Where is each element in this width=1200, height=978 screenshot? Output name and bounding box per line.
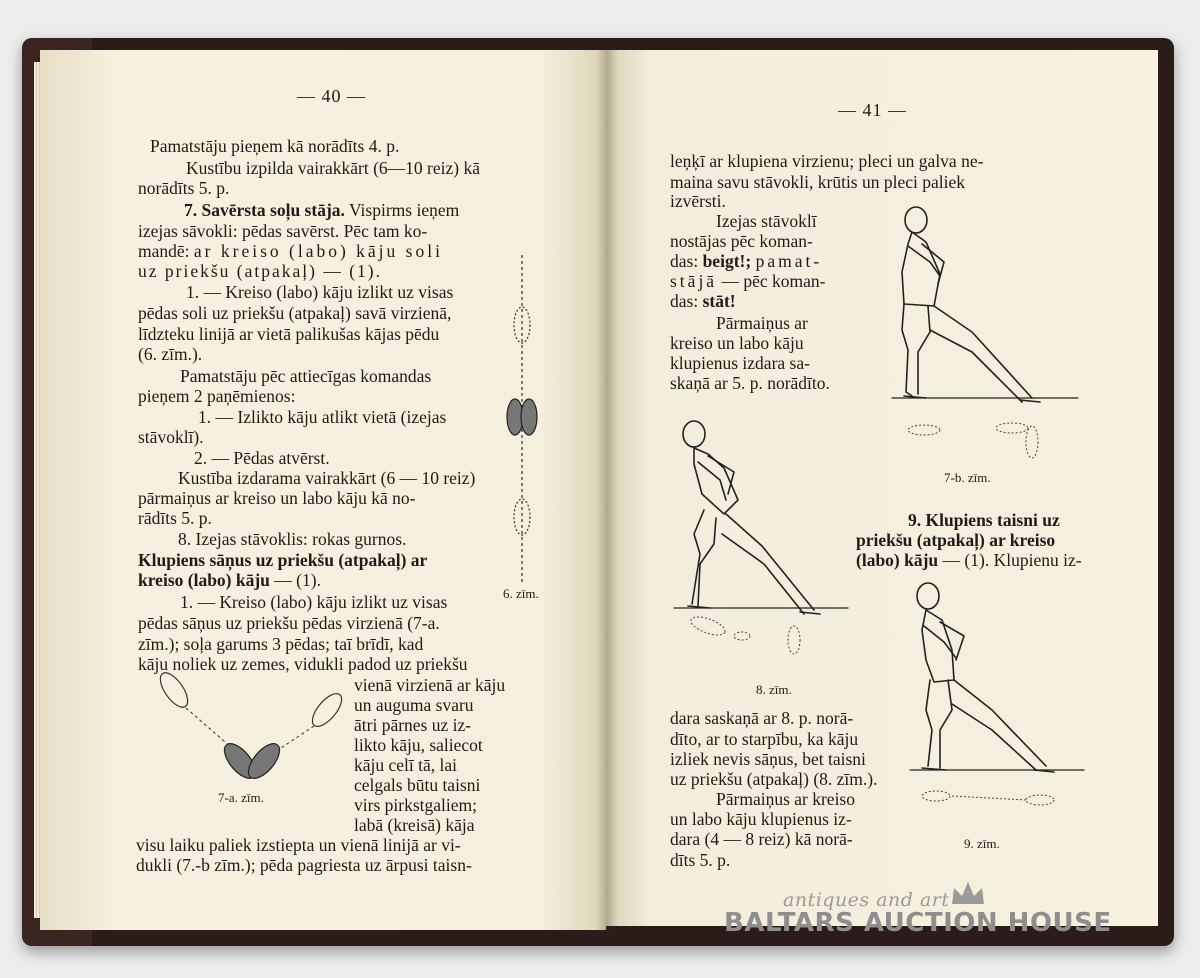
figure-caption: 6. zīm. [503, 586, 539, 601]
text-fragment: — (1). [269, 570, 321, 590]
text-line: 1. — Kreiso (labo) kāju izlikt uz visas [180, 592, 448, 612]
spaced-word: stājā [670, 271, 718, 291]
text-line: dara (4 — 8 reiz) kā norā- [670, 829, 853, 849]
command-word: beigt! [702, 251, 746, 271]
text-line: stāvoklī). [138, 427, 204, 447]
text-line: dīto, ar to starpību, ka kāju [670, 729, 859, 749]
text-line: līdzteku linijā ar vietā palikušas kājas pēdu [138, 324, 440, 344]
text-line: priekšu (atpakaļ) ar kreiso [856, 530, 1056, 550]
text-fragment: das: [670, 251, 703, 271]
text-line: dukli (7.-b zīm.); pēda pagriesta uz ārpusi taisn- [136, 855, 472, 875]
command-word: stāt! [702, 291, 736, 311]
text-line: dīts 5. p. [670, 850, 731, 870]
text-line: pieņem 2 paņēmienos: [138, 386, 296, 406]
text-line: Kustība izdarama vairakkārt (6 — 10 reiz) [178, 468, 476, 488]
text-line: Kustību izpilda vairakkārt (6—10 reiz) kā [186, 158, 480, 178]
text-line: izliek nevis sāņus, bet taisni [670, 749, 866, 769]
right-page [606, 50, 1158, 926]
text-line: vienā virzienā ar kāju [354, 675, 506, 695]
text-line: dara saskaņā ar 8. p. norā- [670, 708, 854, 728]
figure-caption: 7-a. zīm. [218, 790, 264, 805]
text-line [670, 271, 825, 291]
text-line: norādīts 5. p. [138, 178, 230, 198]
figure-caption: 8. zīm. [756, 682, 792, 697]
text-line: ātri pārnes uz iz- [354, 715, 472, 735]
figure-7b-lunge-drawing [882, 202, 1082, 462]
text-line: kāju celī tā, lai [354, 755, 458, 775]
page-number: — 40 — [297, 86, 366, 106]
figure-9-lunge-drawing [896, 580, 1096, 820]
text-line: virs pirkstgaliem; [354, 795, 477, 815]
text-line: labā (kreisā) kāja [354, 815, 475, 835]
text-fragment: — pēc koman- [717, 271, 826, 291]
text-line: pēdas soli uz priekšu (atpakaļ) savā virzienā, [138, 303, 452, 323]
left-page [40, 50, 606, 930]
figure-7a-footprints [152, 666, 352, 786]
section-heading: 9. Klupiens taisni uz [908, 510, 1060, 530]
text-line: celgals būtu taisni [354, 775, 481, 795]
text-line: visu laiku paliek izstiepta un vienā linijā ar vi- [136, 835, 461, 855]
text-line: leņķī ar klupiena virzienu; pleci un galva ne- [670, 151, 984, 171]
text-line [670, 291, 736, 311]
text-line: 8. Izejas stāvoklis: rokas gurnos. [178, 529, 407, 549]
text-line: Klupiens sāņus uz priekšu (atpakaļ) ar [138, 550, 428, 570]
section-heading: 7. Savērsta soļu stāja. [184, 200, 345, 220]
text-line: uz priekšu (atpakaļ) (8. zīm.). [670, 769, 878, 789]
text-line [138, 570, 321, 590]
figure-8-lunge-drawing [664, 414, 864, 674]
text-line: likto kāju, saliecot [354, 735, 483, 755]
text-fragment: ; [745, 251, 756, 271]
text-line [184, 200, 459, 220]
text-line [670, 251, 822, 271]
text-fragment: mandē: [138, 241, 194, 261]
text-line: skaņā ar 5. p. norādīto. [670, 373, 830, 393]
text-line [138, 241, 443, 261]
text-line: nostājas pēc koman- [670, 231, 813, 251]
text-line: (6. zīm.). [138, 344, 203, 364]
text-line: izejas sāvokli: pēdas savērst. Pēc tam ko- [138, 221, 428, 241]
text-line: zīm.); soļa garums 3 pēdas; taī brīdī, kad [138, 634, 424, 654]
text-line: kreiso un labo kāju [670, 333, 804, 353]
figure-caption: 7-b. zīm. [944, 470, 991, 485]
text-line: 1. — Izlikto kāju atlikt vietā (izejas [198, 407, 447, 427]
text-line: Izejas stāvoklī [716, 211, 817, 231]
text-line: rādīts 5. p. [138, 508, 212, 528]
text-line: Pamatstāju pēc attiecīgas komandas [180, 366, 432, 386]
spaced-command: ar kreiso (labo) kāju soli [193, 241, 443, 261]
text-line: Pamatstāju pieņem kā norādīts 4. p. [150, 136, 400, 156]
text-line [856, 550, 1082, 570]
text-line: un labo kāju klupienus iz- [670, 809, 852, 829]
watermark-tagline: antiques and art [783, 889, 950, 911]
text-fragment: Vispirms ieņem [344, 200, 460, 220]
text-fragment: (labo) kāju [856, 550, 939, 570]
figure-caption: 9. zīm. [964, 836, 1000, 851]
book-gutter [596, 50, 618, 930]
text-line: kāju noliek uz zemes, vidukli padod uz priekšu [138, 654, 468, 674]
text-fragment: das: [670, 291, 703, 311]
text-line: pārmaiņus ar kreiso un labo kāju kā no- [138, 488, 416, 508]
spaced-word: pamat- [755, 251, 823, 271]
text-line: 2. — Pēdas atvērst. [194, 448, 330, 468]
text-line: Pārmaiņus ar kreiso [716, 789, 855, 809]
text-line: klupienus izdara sa- [670, 353, 810, 373]
text-line: izvērsti. [670, 191, 726, 211]
text-line: Pārmaiņus ar [716, 313, 808, 333]
figure-6-footprints [502, 255, 542, 585]
text-line: maina savu stāvokli, krūtis un pleci paliek [670, 172, 966, 192]
text-line: uz priekšu (atpakaļ) — (1). [138, 261, 382, 281]
watermark-brand: BALTARS AUCTION HOUSE [724, 908, 1112, 938]
text-fragment: — (1). Klupienu iz- [938, 550, 1082, 570]
text-line: 1. — Kreiso (labo) kāju izlikt uz visas [186, 282, 454, 302]
text-line: pēdas sāņus uz priekšu pēdas virzienā (7-a. [138, 613, 440, 633]
page-number: — 41 — [838, 100, 907, 120]
text-fragment: kreiso (labo) kāju [138, 570, 270, 590]
text-line: un auguma svaru [354, 695, 474, 715]
